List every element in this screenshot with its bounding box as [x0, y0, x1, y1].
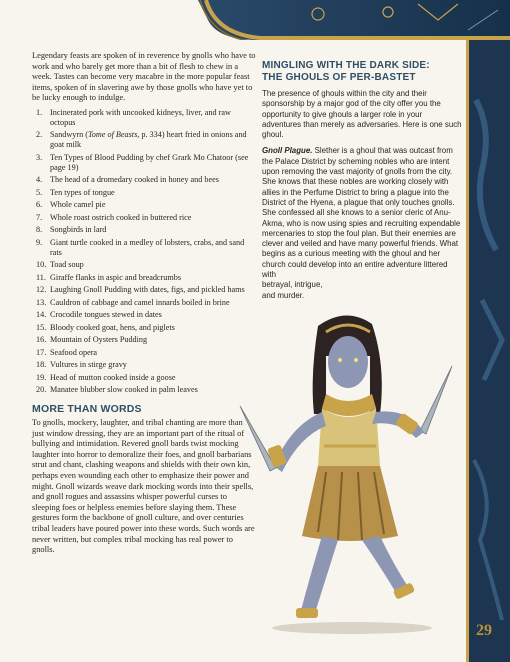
list-item: 6. Whole camel pie: [36, 200, 106, 210]
book-title: Tome of Beasts: [87, 130, 138, 140]
list-item: 3. Ten Types of Blood Pudding by chef Grark Mo Chatoor (see page 19): [36, 152, 249, 172]
page-number: 29: [476, 622, 492, 639]
list-item: 1. Incinerated pork with uncooked kidneys, liver, and raw octopus: [36, 107, 231, 127]
more-than-words-paragraph: To gnolls, mockery, laughter, and tribal chanting are more than just window dressing, they are an important part of the ritual of bullying and intimidation. Revered gnoll bards twist mocking laughter into horror to demoralize their foes, and gnoll barbarians strut and chant, clashing weapons and shields with their own kin, perhaps even wounding each other to emphasize their power and might. Gnoll wizards weave dark mocking words into their spells, and gnoll rogues and assassins whisper powerful curses to sleeping foes or helpless enemies before slaying them. These gestures form the backbone of gnoll culture, and over centuries tribal leaders have poured power into these words. Such words are never written, but complex tribal mocking has real power to gnolls.: [32, 418, 255, 555]
run-in-heading: Gnoll Plague.: [262, 146, 313, 156]
list-item: 12. Laughing Gnoll Pudding with dates, figs, and pickled hams: [36, 285, 245, 295]
ghoul-illustration: [230, 296, 460, 636]
sidebar-paragraph-gnoll-plague: Gnoll Plague. Slether is a ghoul that was outcast from the Palace District by scheming nobles who are intent upon removing the vast majority of gnolls from the city. She knows that these nobles are working closely with allies in the Perfume District to bring a plague into the District of the Hyena, a plague that only touches gnolls. She confessed all she knows to a senior cleric of Anu-Akma, who is now using spies and recruiting expendable mercenaries to stop the foul plan. But their enemies are clever and veiled and have many powerful friends. What begins as a curious meeting with the ghoul and her church could develop into an entire adventure littered with betrayal, intrigue, and murder.: [262, 146, 461, 300]
left-column: [32, 51, 256, 556]
intro-paragraph: Legendary feasts are spoken of in reverence by gnolls who have to work and who barely get more than a bit of flesh to chew in a week. Tastes can become very macabre in the more popular feast items, spoken of in slavering awe by those gnolls who have yet to be lucky enough to indulge.: [32, 51, 256, 103]
list-item: 7. Whole roast ostrich cooked in buttered rice: [36, 212, 192, 222]
sidebar-heading: MINGLING WITH THE DARK SIDE: THE GHOULS OF PER-BASTET: [262, 60, 430, 83]
list-item: 14. Crocodile tongues stewed in dates: [36, 310, 162, 320]
list-item: 20. Manatee blubber slow cooked in palm leaves: [36, 385, 198, 395]
list-item: 16. Mountain of Oysters Pudding: [36, 335, 148, 345]
section-heading-more-than-words: MORE THAN WORDS: [32, 403, 142, 415]
list-item: 2. Sandwyrn (Tome of Beasts, p. 334) heart fried in onions and goat milk: [36, 130, 247, 150]
list-item: 8. Songbirds in lard: [36, 225, 107, 235]
list-item: 4. The head of a dromedary cooked in honey and bees: [36, 175, 219, 185]
list-item: 9. Giant turtle cooked in a medley of lobsters, crabs, and sand rats: [36, 237, 245, 257]
list-item: 19. Head of mutton cooked inside a goose: [36, 372, 176, 382]
feast-list: [32, 108, 256, 395]
list-item: 18. Vultures in stirge gravy: [36, 360, 127, 370]
list-item: 11. Giraffe flanks in aspic and breadcrumbs: [36, 272, 182, 282]
list-item: 10. Toad soup: [36, 260, 84, 270]
sidebar-ghouls: [262, 60, 462, 307]
list-item: 5. Ten types of tongue: [36, 187, 115, 197]
side-border-art: [462, 40, 510, 662]
list-item: 13. Cauldron of cabbage and camel innards boiled in brine: [36, 297, 230, 307]
list-item: 17. Seafood opera: [36, 347, 98, 357]
corner-ornament-art: [198, 0, 510, 40]
sidebar-paragraph-intro: The presence of ghouls within the city and their sponsorship by a major god of the city offer you the opportunity to give ghouls a larger role in your adventures than merely as adversaries. Here is one such ghoul.: [262, 89, 462, 140]
list-item: 15. Bloody cooked goat, hens, and piglets: [36, 322, 175, 332]
